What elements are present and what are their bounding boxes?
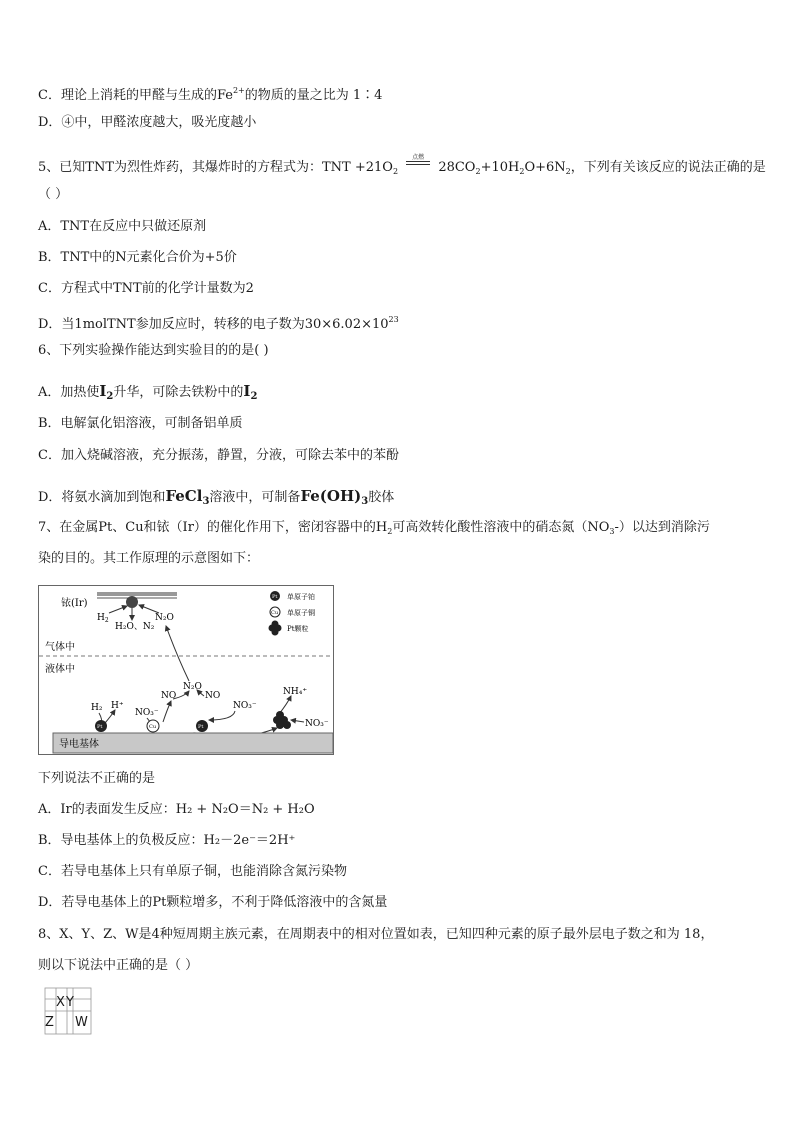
q6-stem: 6、下列实验操作能达到实验目的的是( ) — [38, 343, 269, 358]
q8-stem-1: 8、X、Y、Z、W是4种短周期主族元素，在周期表中的相对位置如表，已知四种元素的原子最外层电子数之和为 18， — [38, 927, 714, 942]
q7-option-a: A．Ir的表面发生反应：H₂ + N₂O＝N₂ + H₂O — [38, 802, 315, 817]
q5-stem — [38, 154, 766, 181]
iodine-sub-2: 2 — [250, 391, 258, 402]
nh4-label: NH₄⁺ — [283, 687, 308, 697]
ir-surface — [97, 592, 177, 596]
q6-option-b: B．电解氯化铝溶液，可制备铝单质 — [38, 416, 243, 431]
q5-o2-sub: 2 — [392, 167, 399, 176]
q7-stem-2: 染的目的。其工作原理的示意图如下： — [38, 551, 260, 566]
h2-left-label: H₂ — [91, 703, 103, 713]
no-label-2: NO — [205, 691, 221, 701]
h2-top-label: $H_2$ — [97, 613, 109, 624]
base-label: 导电基体 — [59, 739, 99, 750]
q5-h2o-a: +10H — [480, 160, 520, 175]
q5-paren: （ ） — [38, 187, 69, 202]
fecl3-formula: FeCl — [165, 487, 203, 505]
iodine-sub: 2 — [106, 391, 114, 402]
q6-d-pre: D．将氨水滴加到饱和 — [38, 490, 166, 505]
option-d-prev: D．④中，甲醛浓度越大，吸光度越小 — [38, 115, 257, 130]
q7-option-d: D．若导电基体上的Pt颗粒增多，不利于降低溶液中的含氮量 — [38, 895, 388, 910]
cu-atom-label: Cu — [149, 724, 157, 730]
element-x: X — [56, 995, 65, 1010]
legend-cluster-icon — [269, 621, 282, 636]
q7-option-c: C．若导电基体上只有单原子铜，也能消除含氮污染物 — [38, 864, 347, 879]
pt-cluster — [273, 711, 291, 729]
q5-option-b: B．TNT中的N元素化合价为+5价 — [38, 250, 237, 265]
option-c-text: C．理论上消耗的甲醛与生成的Fe — [38, 88, 233, 103]
q6-option-a — [38, 382, 257, 406]
no-label-1: NO — [161, 691, 177, 701]
legend-cluster-label: Pt颗粒 — [287, 625, 309, 633]
svg-text:Pt: Pt — [272, 594, 278, 600]
q5-option-d-text: D．当1molTNT参加反应时，转移的电子数为30×6.02×10 — [38, 317, 389, 332]
q6-d-end: 胶体 — [368, 490, 395, 505]
q7-option-b: B．导电基体上的负极反应：H₂－2e⁻＝2H⁺ — [38, 833, 296, 848]
feoh3-sub: 3 — [361, 496, 369, 507]
reaction-arrow — [404, 154, 432, 169]
svg-text:Cu: Cu — [271, 610, 279, 616]
option-c-tail: 的物质的量之比为 1∶4 — [244, 88, 383, 103]
iodine-symbol-2: I — [243, 382, 251, 400]
q7-h2-sub: 2 — [387, 527, 393, 536]
legend-cu-label: 单原子铜 — [287, 609, 315, 617]
option-c-prev — [38, 82, 382, 105]
catalysis-diagram — [38, 585, 334, 755]
q5-stem-b: ，下列有关该反应的说法正确的是 — [570, 160, 766, 175]
gas-phase-label: 气体中 — [45, 642, 75, 653]
fecl3-sub: 3 — [202, 496, 210, 507]
q6-option-c: C．加入烧碱溶液，充分振荡，静置，分液，可除去苯中的苯酚 — [38, 448, 399, 463]
element-w: W — [75, 1015, 88, 1030]
q5-h2o-b: O+6N — [524, 160, 566, 175]
q5-option-c: C．方程式中TNT前的化学计量数为2 — [38, 281, 254, 296]
h-plus-label: H⁺ — [111, 701, 124, 711]
q8-stem-2: 则以下说法中正确的是（ ） — [38, 958, 199, 973]
n2o-top-label: N₂O — [155, 613, 174, 623]
ir-catalyst-site — [126, 596, 138, 608]
pt-atom-2-label: Pt — [198, 724, 204, 730]
ir-label: 铱(Ir) — [61, 598, 88, 609]
q5-products: 28CO — [438, 160, 476, 175]
n2o-mid-label: N₂O — [183, 682, 202, 692]
q5-option-d — [38, 311, 399, 334]
liquid-phase-label: 液体中 — [45, 664, 75, 675]
q7-stem-1b: 可高效转化酸性溶液中的硝态氮（NO — [392, 520, 610, 535]
q5-stem-a: 5、已知TNT为烈性炸药，其爆炸时的方程式为：TNT +21O — [38, 160, 393, 175]
no3-label-2: NO₃⁻ — [233, 701, 257, 711]
h2o-n2-label: H₂O、N₂ — [115, 622, 155, 632]
q6-d-mid: 溶液中，可制备 — [209, 490, 301, 505]
legend-pt-label: 单原子铂 — [287, 593, 315, 601]
q6-a-mid: 升华，可除去铁粉中的 — [113, 385, 244, 400]
no3-label-3: NO₃⁻ — [305, 719, 329, 729]
q7-stem-1c: -）以达到消除污 — [614, 520, 710, 535]
q7-ask: 下列说法不正确的是 — [38, 771, 156, 786]
q5-co2-sub: 2 — [475, 167, 481, 176]
q5-option-a: A．TNT在反应中只做还原剂 — [38, 219, 207, 234]
q6-option-d — [38, 487, 394, 511]
fe-charge: 2+ — [232, 86, 245, 95]
q6-a-pre: A．加热使 — [38, 385, 100, 400]
q7-stem-1a: 7、在金属Pt、Cu和铱（Ir）的催化作用下，密闭容器中的H — [38, 520, 388, 535]
q5-n2-sub: 2 — [565, 167, 571, 176]
q5-exponent: 23 — [388, 315, 399, 324]
pt-atom-1-label: Pt — [97, 724, 103, 730]
reaction-condition: 点燃 — [412, 154, 425, 161]
iodine-symbol: I — [99, 382, 107, 400]
no3-label-1: NO₃⁻ — [135, 708, 159, 718]
element-z: Z — [45, 1015, 54, 1030]
element-y: Y — [66, 995, 74, 1010]
q7-stem-1 — [38, 519, 710, 541]
q5-h2o-sub: 2 — [519, 167, 525, 176]
feoh3-formula: Fe(OH) — [300, 487, 362, 505]
q7-no3-sub: 3 — [609, 527, 615, 536]
